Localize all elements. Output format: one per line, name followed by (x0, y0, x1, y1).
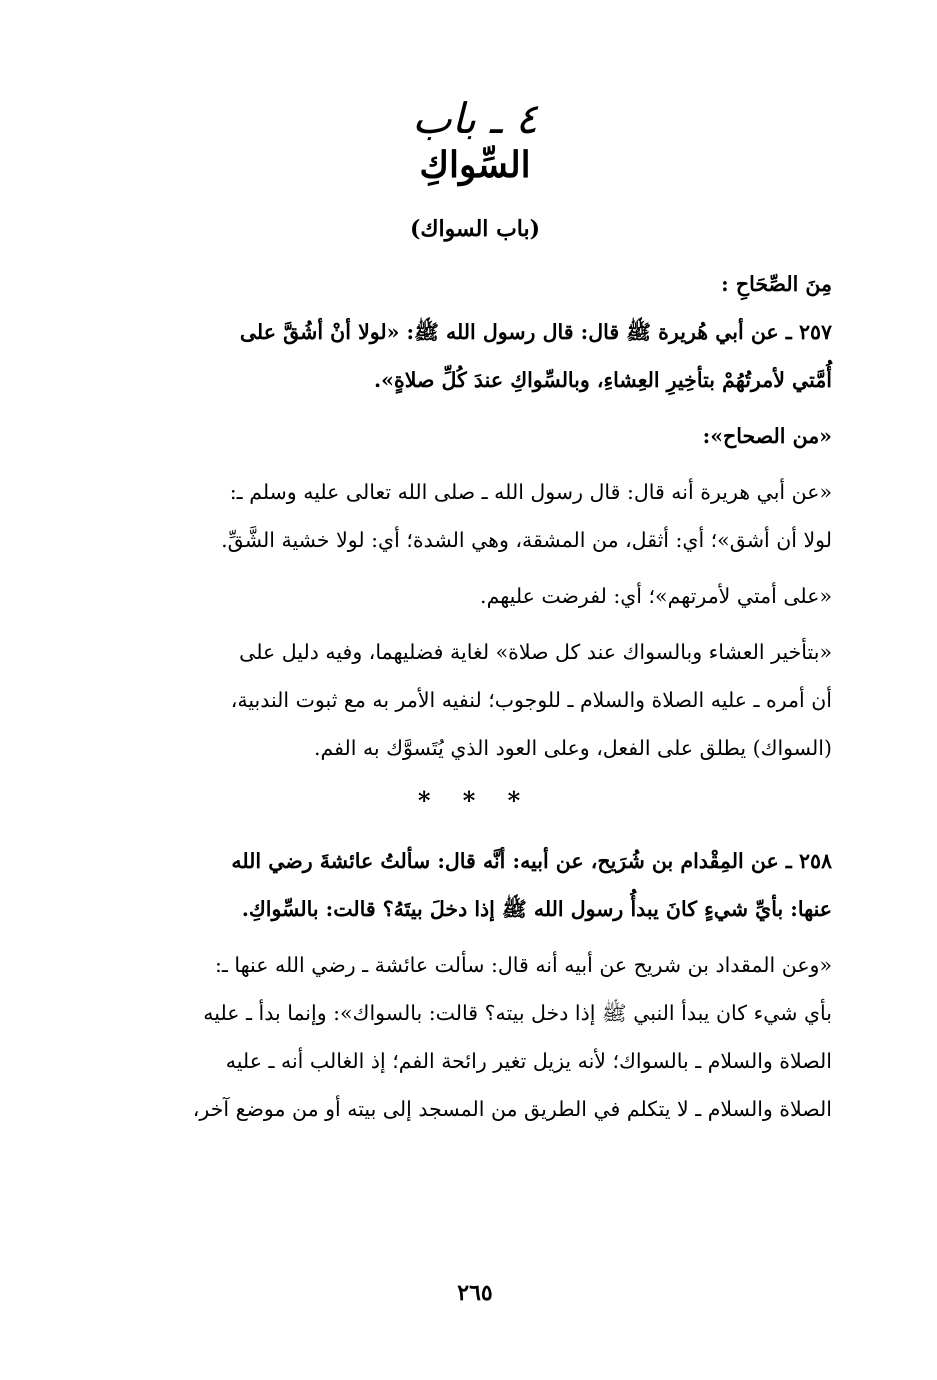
hadith-258-line-2: عنها: بأيِّ شيءٍ كانَ يبدأُ رسول الله ﷺ إذا دخلَ بيتَهُ؟ قالت: بالسِّواكِ. (241, 897, 832, 922)
hadith-257-line-2: أُمَّتي لأمرتُهُمْ بتأخِيرِ العِشاءِ، وبالسِّواكِ عندَ كُلِّ صلاةٍ». (374, 368, 832, 393)
commentary-4-line-4: الصلاة والسلام ـ لا يتكلم في الطريق من المسجد إلى بيته أو من موضع آخر، (192, 1097, 832, 1122)
section-separator: * * * (417, 786, 533, 816)
chapter-number: ٤ ـ باب (412, 94, 538, 143)
chapter-title: السِّواكِ (419, 144, 531, 187)
commentary-1-line-1: «عن أبي هريرة أنه قال: قال رسول الله ـ صلى الله تعالى عليه وسلم ـ: (229, 480, 832, 505)
commentary-4-line-1: «وعن المقداد بن شريح عن أبيه أنه قال: سألت عائشة ـ رضي الله عنها ـ: (214, 953, 832, 978)
commentary-2-line-1: «على أمتي لأمرتهم»؛ أي: لفرضت عليهم. (480, 584, 832, 609)
commentary-3-line-2: أن أمره ـ عليه الصلاة والسلام ـ للوجوب؛ لنفيه الأمر به مع ثبوت الندبية، (230, 688, 832, 713)
commentary-1-line-2: لولا أن أشق»؛ أي: أثقل، من المشقة، وهي الشدة؛ أي: لولا خشية الشَّقِّ. (221, 528, 832, 553)
commentary-3-line-1: «بتأخير العشاء وبالسواك عند كل صلاة» لغاية فضليهما، وفيه دليل على (239, 640, 832, 665)
chapter-subtitle: (باب السواك) (409, 216, 541, 243)
book-page (118, 90, 832, 1350)
commentary-label: «من الصحاح»: (702, 424, 832, 449)
page-number: ٢٦٥ (457, 1280, 493, 1306)
commentary-4-line-2: بأي شيء كان يبدأ النبي ﷺ إذا دخل بيته؟ قالت: بالسواك»: وإنما بدأ ـ عليه (203, 1001, 832, 1026)
hadith-258-line-1: ٢٥٨ ـ عن المِقْدام بن شُرَيح، عن أبيه: أنَّه قال: سألتُ عائشةَ رضي الله (231, 849, 832, 874)
commentary-3-line-3: (السواك) يطلق على الفعل، وعلى العود الذي يُتَسوَّك به الفم. (313, 736, 832, 761)
hadith-257-line-1: ٢٥٧ ـ عن أبي هُريرة ﷺ قال: قال رسول الله ﷺ: «لولا أنْ أشُقَّ على (239, 320, 832, 345)
section-label: مِنَ الصِّحَاحِ : (721, 272, 832, 297)
commentary-4-line-3: الصلاة والسلام ـ بالسواك؛ لأنه يزيل تغير رائحة الفم؛ إذ الغالب أنه ـ عليه (225, 1049, 832, 1074)
